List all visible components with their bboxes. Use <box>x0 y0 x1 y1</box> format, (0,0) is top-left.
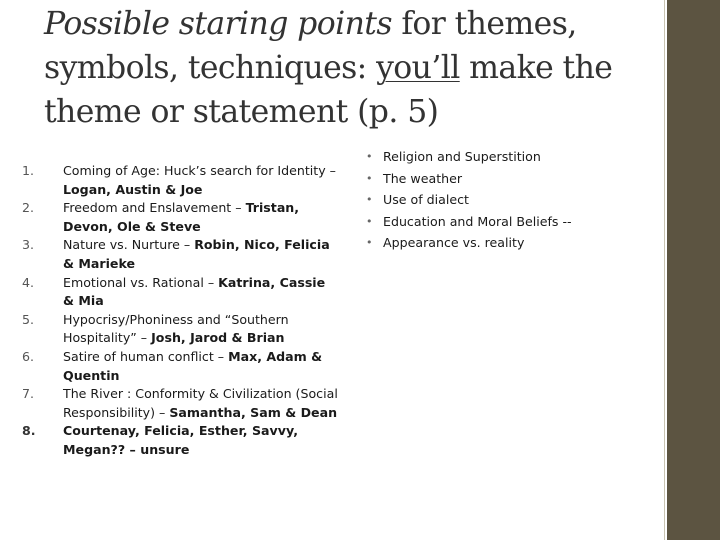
themes-numbered-list <box>18 162 338 460</box>
item-text: Emotional vs. Rational – <box>63 274 219 290</box>
item-number: 7. <box>22 386 35 402</box>
item-number: 8. <box>22 423 36 439</box>
item-text: Nature vs. Nurture – <box>63 237 195 253</box>
bullet-icon: • <box>366 236 373 250</box>
title-underlined-part: you’ll <box>376 50 460 86</box>
item-text: Freedom and Enslavement – <box>63 200 246 216</box>
item-names: Katrina, Cassie & Mia <box>63 274 326 309</box>
bullet-icon: • <box>366 171 373 185</box>
bullet-text: Religion and Superstition <box>383 149 541 164</box>
item-number: 1. <box>22 163 35 178</box>
sidebar-stripe <box>667 0 720 540</box>
bullet-item <box>366 146 656 168</box>
list-item <box>18 274 338 311</box>
bullet-item <box>366 211 656 233</box>
item-text: Coming of Age: Huck’s search for Identity – <box>63 163 336 178</box>
item-names: Max, Adam & Quentin <box>63 348 323 383</box>
title-text-part: for themes, symbols, techniques: <box>44 6 577 86</box>
bullet-icon: • <box>366 193 373 207</box>
list-item <box>18 162 338 199</box>
bullet-item <box>366 189 656 211</box>
item-names: Logan, Austin & Joe <box>63 181 203 197</box>
item-number: 3. <box>22 237 35 253</box>
bullet-text: The weather <box>383 170 463 186</box>
bullet-icon: • <box>366 214 373 228</box>
list-item <box>18 422 338 459</box>
bullet-item <box>366 232 656 254</box>
list-item <box>18 199 338 236</box>
list-item <box>18 348 338 385</box>
slide-title <box>44 2 654 134</box>
item-names: Samantha, Sam & Dean <box>169 404 338 420</box>
list-item <box>18 311 338 348</box>
bullet-item <box>366 168 656 190</box>
sidebar-divider <box>664 0 665 540</box>
item-text: Hypocrisy/Phoniness and “Southern Hospitality” – <box>63 311 289 346</box>
item-number: 6. <box>22 348 35 364</box>
item-names: Josh, Jarod & Brian <box>151 330 285 346</box>
item-names: Courtenay, Felicia, Esther, Savvy, Megan?? – unsure <box>63 423 298 457</box>
bullet-icon: • <box>366 150 373 163</box>
topics-bullet-list <box>366 146 656 254</box>
list-item <box>18 236 338 273</box>
item-names: Tristan, Devon, Ole & Steve <box>63 200 300 234</box>
item-number: 5. <box>22 311 35 327</box>
item-names: Robin, Nico, Felicia & Marieke <box>63 237 330 271</box>
item-text: The River : Conformity & Civilization (Social Responsibility) – <box>63 386 338 420</box>
title-text-end: make the theme or statement (p. 5) <box>44 50 613 130</box>
title-italic-part: Possible staring points <box>44 6 392 42</box>
item-number: 2. <box>22 200 35 216</box>
bullet-text: Education and Moral Beliefs -- <box>383 213 572 229</box>
bullet-text: Use of dialect <box>383 192 469 208</box>
item-number: 4. <box>22 274 35 290</box>
list-item <box>18 385 338 422</box>
item-text: Satire of human conflict – <box>63 348 229 364</box>
bullet-text: Appearance vs. reality <box>383 235 525 251</box>
